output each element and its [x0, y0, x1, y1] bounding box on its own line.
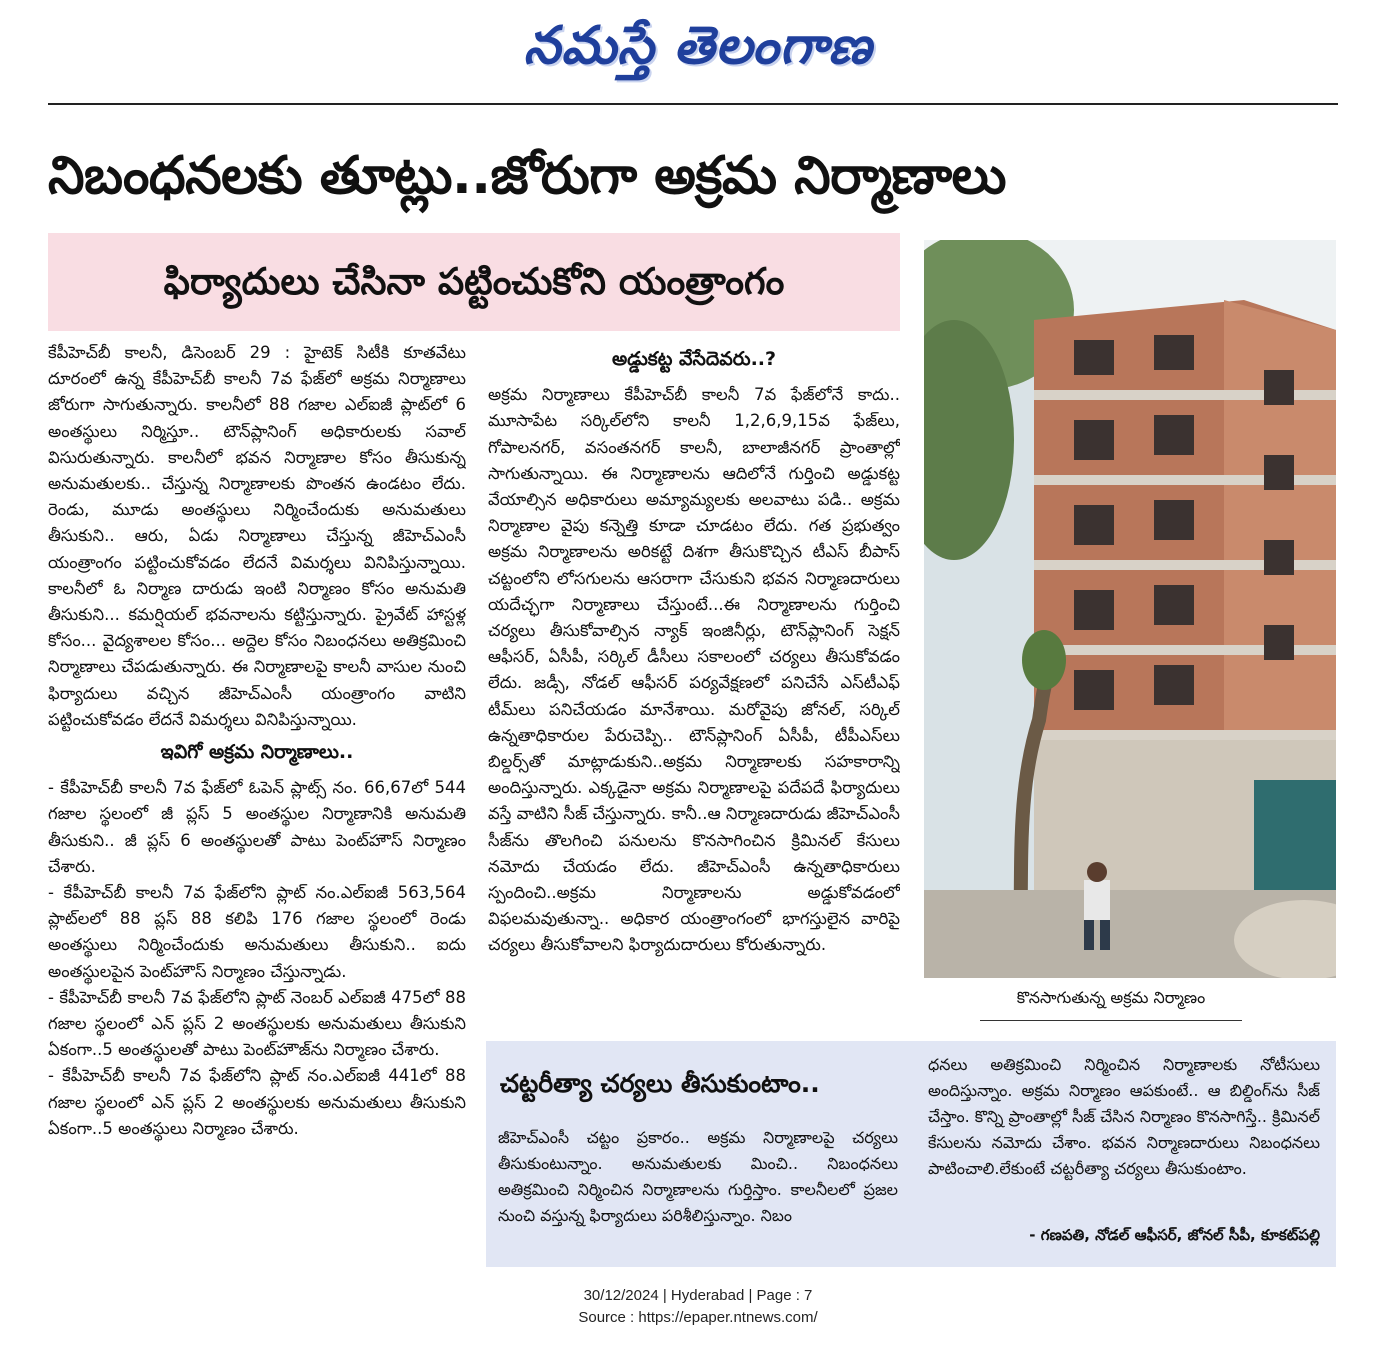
list-item: - కేపీహెచ్‌బీ కాలనీ 7వ ఫేజ్‌లోని ప్లాట్ నం.ఎల్‌ఐజీ 563,564 ప్లాట్‌లలో 88 ప్లస్ 88 కలిపి 176 గజాల స్థలంలో రెండు అంతస్థులు నిర్మించేందుకు అనుమతులు తీసుకుని.. ఐదు అంతస్థులపైన పెంట్‌హౌస్ నిర్మాణం చేస్తున్నాడు.: [48, 883, 466, 981]
building-photo: [924, 240, 1336, 978]
sidebox-paragraph-right: ధనలు అతిక్రమించి నిర్మించిన నిర్మాణాలకు నోటీసులు అందిస్తున్నాం. అక్రమ నిర్మాణం ఆపకుంటే.. ఆ బిల్డింగ్‌ను సీజ్ చేస్తాం. కొన్ని ప్రాంతాల్లో సీజ్ చేసిన నిర్మాణం కొనసాగిస్తే.. క్రిమినల్ కేసులను నమోదు చేశాం. భవన నిర్మాణదారులు నిబంధనలు పాటించాలి.లేకుంటే చట్టరీత్యా చర్యలు తీసుకుంటాం.: [928, 1055, 1320, 1178]
sidebox-heading: చట్టరీత్యా చర్యలు తీసుకుంటాం..: [500, 1069, 820, 1098]
sidebox-text-right: [928, 1052, 1320, 1222]
photo-caption: కొనసాగుతున్న అక్రమ నిర్మాణం: [980, 988, 1242, 1021]
article-column-1: [48, 340, 466, 1260]
article-column-2: [488, 340, 900, 1040]
list-item: - కేపీహెచ్‌బీ కాలనీ 7వ ఫేజ్‌లో ఓపెన్ ప్లాట్స్ నం. 66,67లో 544 గజాల స్థలంలో జీ ప్లస్ 5 అంతస్థుల నిర్మాణానికి అనుమతి తీసుకుని.. జీ ప్లస్ 6 అంతస్థులతో పాటు పెంట్‌హౌస్ నిర్మాణం చేశారు.: [48, 778, 466, 876]
list-item: - కేపీహెచ్‌బీ కాలనీ 7వ ఫేజ్‌లోని ప్లాట్ నెంబర్ ఎల్‌ఐజీ 475లో 88 గజాల స్థలంలో ఎన్ ప్లస్ 2 అంతస్థులకు అనుమతులు తీసుకుని ఏకంగా..5 అంతస్థులతో పాటు పెంట్‌హౌజ్‌ను నిర్మాణం చేశారు.: [48, 987, 466, 1060]
footer-dateline: 30/12/2024 | Hyderabad | Page : 7: [583, 1287, 813, 1304]
column-2-paragraph: అక్రమ నిర్మాణాలు కేపీహెచ్‌బీ కాలనీ 7వ ఫేజ్‌లోనే కాదు.. మూసాపేట సర్కిల్‌లోని కాలనీ 1,2,6,9,15వ ఫేజ్‌లు, గోపాలనగర్, వసంతనగర్ కాలనీ, బాలాజీనగర్ ప్రాంతాల్లో సాగుతున్నాయి. ఈ నిర్మాణాలను ఆదిలోనే గుర్తించి అడ్డుకట్ట వేయాల్సిన అధికారులు అమ్యామ్యలకు అలవాటు పడి.. అక్రమ నిర్మాణాల వైపు కన్నెత్తి కూడా చూడటం లేదు. గత ప్రభుత్వం అక్రమ నిర్మాణాలను అరికట్టే దిశగా తీసుకొచ్చిన టీఎస్ బీపాస్ చట్టంలోని లోసగులను ఆసరాగా చేసుకుని భవన నిర్మాణదారులు యదేచ్ఛగా నిర్మాణాలు చేస్తుంటే...ఈ నిర్మాణాలను గుర్తించి చర్యలు తీసుకోవాల్సిన న్యాక్ ఇంజినీర్లు, టౌన్‌ప్లానింగ్ సెక్షన్ ఆఫీసర్, ఏసీపీ, సర్కిల్ డీసీలు సకాలంలో చర్యలు తీసుకోవడం లేదు. జడ్సీ, నోడల్ ఆఫీసర్ పర్యవేక్షణలో పనిచేసే ఎస్‌టీఎఫ్ టీమ్‌లు పనిచేయడం మానేశాయి. మరోవైపు జోనల్, సర్కిల్ ఉన్నతాధికారుల పేరుచెప్పి.. టౌన్‌ప్లానింగ్ ఏసీపీ, టీపీఎస్‌లు బిల్డర్స్‌తో మాట్లాడుకుని..అక్రమ నిర్మాణాలకు సహకారాన్ని అందిస్తున్నారు. ఎక్కడైనా అక్రమ నిర్మాణాలపై పదేపదే ఫిర్యాదులు వస్తే వాటిని సీజ్ చేస్తున్నారు. కానీ..ఆ నిర్మాణదారుడు జీహెచ్‌ఎంసీ సీజ్‌ను తొలగించి పనులను కొనసాగించిన క్రిమినల్ కేసులు నమోదు చేయడం లేదు. జీహెచ్‌ఎంసీ ఉన్నతాధికారులు స్పందించి..అక్రమ నిర్మాణాలను అడ్డుకోవడంలో విఫలమవుతున్నా.. అధికార యంత్రాంగంలో భాగస్తులైన వారిపై చర్యలు తీసుకోవాలని ఫిర్యాదుదారులు కోరుతున్నారు.: [488, 385, 900, 955]
section-heading-who-will-stop: అడ్డుకట్ట వేసేదెవరు..?: [611, 348, 777, 370]
section-heading-illegal-list: ఇవిగో అక్రమ నిర్మాణాలు..: [160, 741, 354, 764]
sidebox-text-left: [498, 1125, 898, 1265]
list-item: - కేపీహెచ్‌బీ కాలనీ 7వ ఫేజ్‌లోని ప్లాట్ నం.ఎల్‌ఐజీ 441లో 88 గజాల స్థలంలో ఎన్ ప్లస్ 2 అంతస్థులకు అనుమతులు తీసుకుని ఏకంగా..5 అంతస్థులు నిర్మాణం చేశారు.: [48, 1066, 466, 1138]
page-footer: [0, 1285, 1396, 1335]
masthead-rule: [48, 103, 1338, 105]
footer-source-link[interactable]: Source : https://epaper.ntnews.com/: [578, 1309, 818, 1326]
sidebox-signature: - గణపతి, నోడల్ ఆఫీసర్, జోనల్ సీపీ, కూకట్‌పల్లి: [1029, 1226, 1320, 1244]
sidebox-paragraph-left: జీహెచ్‌ఎంసీ చట్టం ప్రకారం.. అక్రమ నిర్మాణాలపై చర్యలు తీసుకుంటున్నాం. అనుమతులకు మించి.. నిబంధనలు అతిక్రమించి నిర్మించిన నిర్మాణాలను గుర్తిస్తాం. కాలనీలలో ప్రజల నుంచి వస్తున్న ఫిర్యాదులు పరిశీలిస్తున్నాం. నిబం: [498, 1128, 898, 1225]
intro-paragraph: కేపీహెచ్‌బీ కాలనీ, డిసెంబర్ 29 : హైటెక్ సిటీకి కూతవేటు దూరంలో ఉన్న కేపీహెచ్‌బీ కాలనీ 7వ ఫేజ్‌లో అక్రమ నిర్మాణాలు జోరుగా సాగుతున్నారు. కాలనీలో 88 గజాల ఎల్‌ఐజీ ప్లాట్‌లో 6 అంతస్థులు నిర్మిస్తూ.. టౌన్‌ప్లానింగ్ అధికారులకు సవాల్ విసురుతున్నారు. కాలనీలో భవన నిర్మాణాల కోసం తీసుకున్న అనుమతులకు.. చేస్తున్న నిర్మాణాలకు పొంతన ఉండటం లేదు. రెండు, మూడు అంతస్థులు నిర్మించేందుకు అనుమతులు తీసుకుని.. ఆరు, ఏడు నిర్మాణాలు చేస్తున్న జీహెచ్‌ఎంసీ యంత్రాంగం పట్టించుకోవడం లేదనే విమర్శలు వినిపిస్తున్నాయి. కాలనీలో ఓ నిర్మాణ దారుడు ఇంటి నిర్మాణం కోసం అనుమతి తీసుకుని... కమర్షియల్ భవనాలను కట్టిస్తున్నారు. ప్రైవేట్ హాస్టళ్ల కోసం... వైద్యశాలల కోసం... అద్దెల కోసం నిబంధనలు అతిక్రమించి నిర్మాణాలు చేపడుతున్నారు. ఈ నిర్మాణాలపై కాలనీ వాసుల నుంచి ఫిర్యాదులు వచ్చిన జీహెచ్‌ఎంసీ యంత్రాంగం వాటిని పట్టించుకోవడం లేదనే విమర్శలు వినిపిస్తున్నాయి.: [48, 343, 466, 729]
article-subheadline: ఫిర్యాదులు చేసినా పట్టించుకోని యంత్రాంగం: [48, 233, 900, 331]
article-headline: నిబంధనలకు తూట్లు..జోరుగా అక్రమ నిర్మాణాలు: [48, 146, 1006, 206]
masthead-logo: నమస్తే తెలంగాణ: [523, 16, 873, 76]
